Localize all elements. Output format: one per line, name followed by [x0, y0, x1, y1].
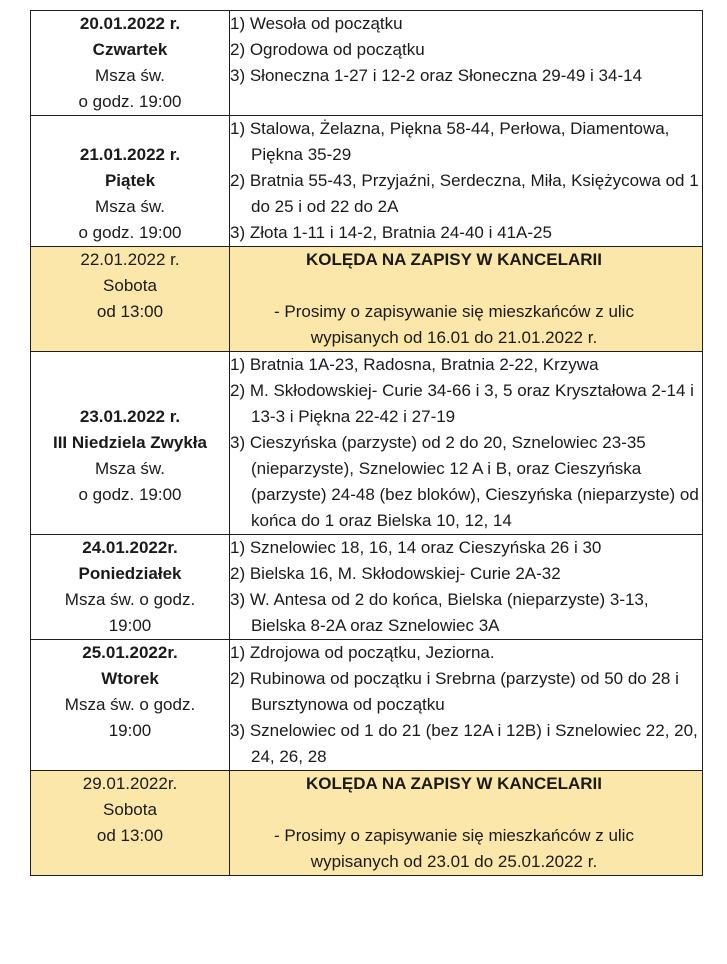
visit-date: 22.01.2022 r.	[80, 250, 180, 269]
areas-cell	[230, 116, 703, 247]
street-list-item: 2) Ogrodowa od początku	[230, 40, 425, 59]
visit-day: Poniedziałek	[78, 564, 182, 583]
schedule-row-highlight	[31, 771, 703, 876]
mass-info: Msza św. o godz.	[64, 695, 196, 714]
street-list-item: 3) W. Antesa od 2 do końca, Bielska (nieparzyste) 3-13, Bielska 8-2A oraz Sznelowiec 3A	[230, 590, 649, 635]
schedule-row	[31, 352, 703, 535]
date-cell	[31, 116, 230, 247]
date-cell	[31, 11, 230, 116]
street-list-item: 1) Zdrojowa od początku, Jeziorna.	[230, 643, 495, 662]
schedule-row-highlight	[31, 247, 703, 352]
notice-header: KOLĘDA NA ZAPISY W KANCELARII	[306, 250, 602, 269]
notice-cell	[230, 771, 703, 876]
visit-date: 29.01.2022r.	[82, 774, 178, 793]
street-list-item: 3) Słoneczna 1-27 i 12-2 oraz Słoneczna 29-49 i 34-14	[230, 66, 643, 85]
street-list	[230, 352, 702, 534]
visit-date: 23.01.2022 r.	[79, 407, 181, 426]
street-list-item: 1) Wesoła od początku	[230, 14, 403, 33]
date-cell	[31, 247, 230, 352]
street-list-item: 3) Sznelowiec od 1 do 21 (bez 12A i 12B) i Sznelowiec 22, 20, 24, 26, 28	[230, 721, 698, 766]
notice-text: - Prosimy o zapisywanie się mieszkańców z ulic wypisanych od 16.01 do 21.01.2022 r.	[274, 302, 634, 347]
mass-info: 19:00	[108, 616, 152, 635]
areas-cell	[230, 352, 703, 535]
street-list	[230, 640, 702, 770]
street-list-item: 2) Bielska 16, M. Skłodowskiej- Curie 2A-32	[230, 564, 561, 583]
areas-cell	[230, 535, 703, 640]
street-list-item: 1) Stalowa, Żelazna, Piękna 58-44, Perłowa, Diamentowa, Piękna 35-29	[230, 119, 670, 164]
street-list-item: 3) Cieszyńska (parzyste) od 2 do 20, Sznelowiec 23-35 (nieparzyste), Sznelowiec 12 A i B, oraz Cieszyńska (parzyste) 24-48 (bez bloków), Cieszyńska (nieparzyste) od końca do 1 oraz Bielska 10, 12, 14	[230, 433, 699, 530]
visit-day: Wtorek	[101, 669, 159, 688]
street-list	[230, 535, 702, 639]
date-cell	[31, 771, 230, 876]
street-list	[230, 116, 702, 246]
visit-date: 24.01.2022r.	[82, 538, 178, 557]
mass-info: 19:00	[108, 721, 152, 740]
notice-text: - Prosimy o zapisywanie się mieszkańców z ulic wypisanych od 23.01 do 25.01.2022 r.	[274, 826, 634, 871]
street-list-item: 2) Rubinowa od początku i Srebrna (parzyste) od 50 do 28 i Bursztynowa od początku	[230, 669, 679, 714]
notice-header: KOLĘDA NA ZAPISY W KANCELARII	[306, 774, 602, 793]
mass-info: o godz. 19:00	[78, 485, 182, 504]
street-list	[230, 11, 702, 89]
visit-day: Sobota	[103, 800, 157, 819]
schedule-row	[31, 11, 703, 116]
visit-time: od 13:00	[96, 826, 164, 845]
mass-info: Msza św.	[95, 66, 165, 85]
visit-day: Piątek	[104, 171, 156, 190]
mass-info: Msza św.	[95, 459, 165, 478]
street-list-item: 3) Złota 1-11 i 14-2, Bratnia 24-40 i 41A-25	[230, 223, 552, 242]
mass-info: o godz. 19:00	[78, 223, 182, 242]
visit-date: 21.01.2022 r.	[79, 145, 181, 164]
date-cell	[31, 352, 230, 535]
areas-cell	[230, 11, 703, 116]
street-list-item: 1) Bratnia 1A-23, Radosna, Bratnia 2-22, Krzywa	[230, 355, 599, 374]
visit-day: Czwartek	[92, 40, 168, 59]
mass-info: Msza św.	[95, 197, 165, 216]
notice-cell	[230, 247, 703, 352]
mass-info: o godz. 19:00	[78, 92, 182, 111]
schedule-row	[31, 116, 703, 247]
schedule-table	[30, 10, 703, 876]
date-cell	[31, 535, 230, 640]
street-list-item: 2) Bratnia 55-43, Przyjaźni, Serdeczna, Miła, Księżycowa od 1 do 25 i od 22 do 2A	[230, 171, 699, 216]
visit-date: 20.01.2022 r.	[79, 14, 181, 33]
schedule-row	[31, 640, 703, 771]
areas-cell	[230, 640, 703, 771]
visit-time: od 13:00	[96, 302, 164, 321]
date-cell	[31, 640, 230, 771]
street-list-item: 1) Sznelowiec 18, 16, 14 oraz Cieszyńska 26 i 30	[230, 538, 602, 557]
visit-date: 25.01.2022r.	[82, 643, 178, 662]
schedule-row	[31, 535, 703, 640]
street-list-item: 2) M. Skłodowskiej- Curie 34-66 i 3, 5 oraz Kryształowa 2-14 i 13-3 i Piękna 22-42 i 27-19	[230, 381, 694, 426]
mass-info: Msza św. o godz.	[64, 590, 196, 609]
visit-day: III Niedziela Zwykła	[52, 433, 207, 452]
visit-day: Sobota	[103, 276, 157, 295]
